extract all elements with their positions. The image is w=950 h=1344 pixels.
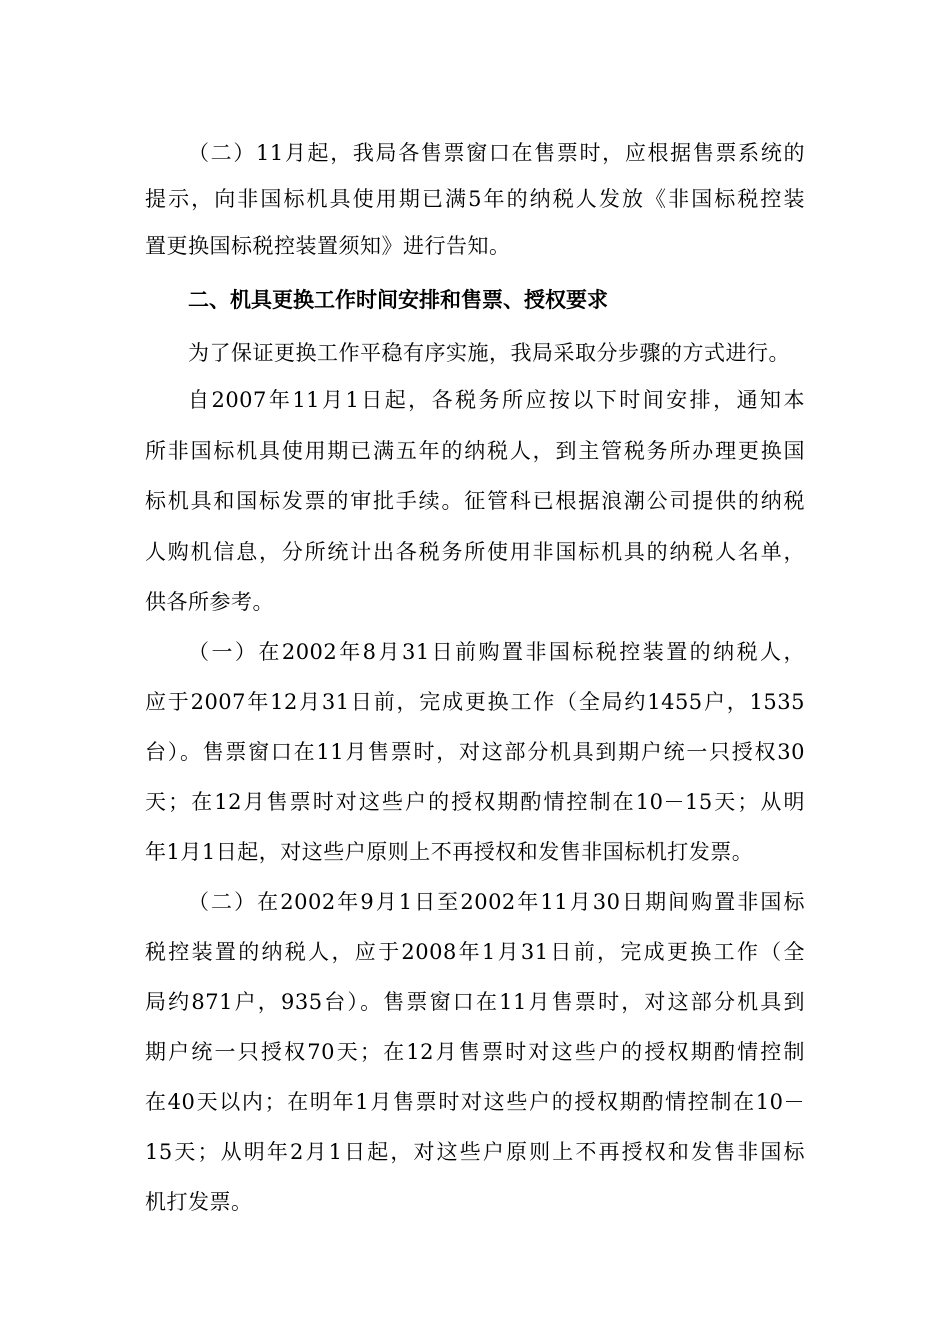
- paragraph-line: （二）11月起，我局各售票窗口在售票时，应根据售票系统的: [188, 141, 805, 165]
- paragraph-line: 供各所参考。: [145, 590, 274, 614]
- paragraph-line: 人购机信息，分所统计出各税务所使用非国标机具的纳税人名单，: [145, 540, 805, 564]
- section-heading: 二、机具更换工作时间安排和售票、授权要求: [188, 288, 608, 312]
- paragraph-line: 年1月1日起，对这些户原则上不再授权和发售非国标机打发票。: [145, 840, 754, 864]
- paragraph-line: 天；在12月售票时对这些户的授权期酌情控制在10－15天；从明: [145, 790, 805, 814]
- paragraph-line: （一）在2002年8月31日前购置非国标税控装置的纳税人，: [188, 640, 805, 664]
- paragraph-line: 所非国标机具使用期已满五年的纳税人，到主管税务所办理更换国: [145, 439, 805, 463]
- paragraph-line: 局约871户，935台）。售票窗口在11月售票时，对这部分机具到: [145, 990, 805, 1014]
- paragraph-line: （二）在2002年9月1日至2002年11月30日期间购置非国标: [188, 890, 805, 914]
- paragraph-line: 标机具和国标发票的审批手续。征管科已根据浪潮公司提供的纳税: [145, 489, 805, 513]
- paragraph-line: 自2007年11月1日起，各税务所应按以下时间安排，通知本: [188, 388, 805, 412]
- paragraph-line: 应于2007年12月31日前，完成更换工作（全局约1455户，1535: [145, 690, 805, 714]
- paragraph-line: 机打发票。: [145, 1190, 253, 1214]
- paragraph-line: 提示，向非国标机具使用期已满5年的纳税人发放《非国标税控装: [145, 187, 805, 211]
- paragraph-line: 台）。售票窗口在11月售票时，对这部分机具到期户统一只授权30: [145, 740, 805, 764]
- paragraph-line: 15天；从明年2月1日起，对这些户原则上不再授权和发售非国标: [145, 1140, 805, 1164]
- paragraph-line: 税控装置的纳税人，应于2008年1月31日前，完成更换工作（全: [145, 940, 805, 964]
- paragraph-line: 期户统一只授权70天；在12月售票时对这些户的授权期酌情控制: [145, 1040, 805, 1064]
- paragraph-line: 为了保证更换工作平稳有序实施，我局采取分步骤的方式进行。: [188, 341, 790, 365]
- paragraph-line: 在40天以内；在明年1月售票时对这些户的授权期酌情控制在10－: [145, 1090, 805, 1114]
- paragraph-line: 置更换国标税控装置须知》进行告知。: [145, 234, 511, 258]
